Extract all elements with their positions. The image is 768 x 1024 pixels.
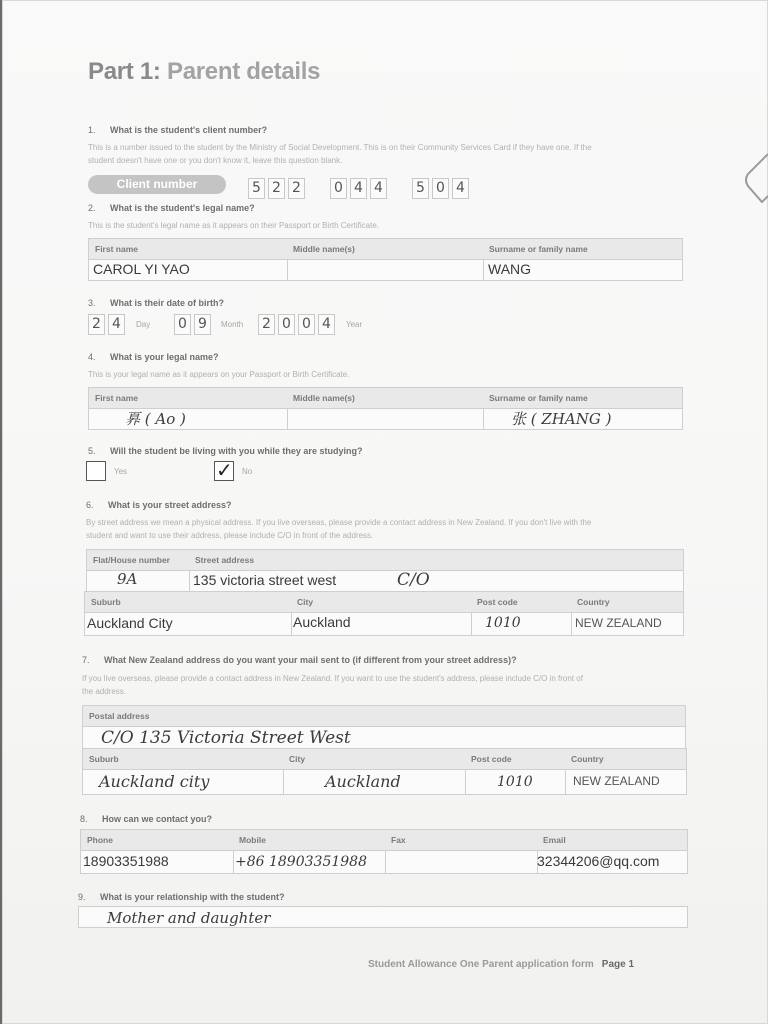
postcode-cell[interactable] <box>471 592 572 635</box>
question-text: How can we contact you? <box>102 814 213 824</box>
q4-hint: This is your legal name as it appears on your Passport or Birth Certificate. <box>88 370 350 379</box>
hint-line: student doesn't have one or you don't know it, leave this question blank. <box>88 156 343 165</box>
postcode-header: Post code <box>471 592 571 613</box>
year-digit[interactable]: 0 <box>278 314 295 335</box>
postal-locality-row <box>82 748 687 795</box>
yes-checkbox[interactable] <box>86 461 106 481</box>
q7-hint <box>82 672 687 698</box>
month-digit[interactable]: 9 <box>194 314 211 335</box>
client-number-label: Client number <box>88 175 226 194</box>
hint-line: By street address we mean a physical address. If you live overseas, please provide a contact address in New Zealand. If you don't live with the <box>86 518 592 527</box>
client-digit[interactable]: 4 <box>350 178 367 199</box>
title-section: Parent details <box>166 58 321 85</box>
client-digit[interactable]: 0 <box>330 178 347 199</box>
middle-name-cell[interactable] <box>287 239 484 280</box>
surname-cell[interactable] <box>483 388 682 429</box>
country-header: Country <box>571 592 683 613</box>
question-text: What is the student's legal name? <box>110 203 255 213</box>
city-header: City <box>283 749 465 770</box>
client-digit[interactable]: 4 <box>370 178 387 199</box>
suburb-value[interactable]: Auckland city <box>99 772 210 791</box>
hint-line: student and want to use their address, please include C/O in front of the address. <box>86 531 374 540</box>
surname-header: Surname or family name <box>483 239 682 260</box>
flat-number-value[interactable]: 9A <box>117 570 138 588</box>
client-digit[interactable]: 0 <box>432 178 449 199</box>
postcode-cell[interactable] <box>465 749 566 794</box>
question-text: What is the student's client number? <box>110 125 268 135</box>
check-mark-icon: ✓ <box>216 458 233 482</box>
q1-hint <box>88 141 688 167</box>
street-address-cell[interactable] <box>189 550 683 592</box>
postal-address-header: Postal address <box>83 706 685 727</box>
page-number: Page 1 <box>601 959 635 970</box>
client-digit[interactable]: 4 <box>452 178 469 199</box>
mobile-header: Mobile <box>233 830 385 851</box>
surname-header: Surname or family name <box>483 388 682 409</box>
street-locality-row <box>84 591 684 636</box>
question-9 <box>78 892 285 902</box>
country-value[interactable]: NEW ZEALAND <box>573 774 660 788</box>
email-value[interactable]: 32344206@qq.com <box>537 853 660 869</box>
surname-cell[interactable] <box>483 239 682 280</box>
city-cell[interactable] <box>283 749 466 794</box>
suburb-value[interactable]: Auckland City <box>87 615 173 631</box>
question-text: What is your legal name? <box>110 352 219 362</box>
city-header: City <box>291 592 471 613</box>
question-number: 7. <box>82 655 90 665</box>
first-name-cell[interactable] <box>89 388 288 429</box>
postal-address-value[interactable]: C/O 135 Victoria Street West <box>101 728 351 748</box>
year-label: Year <box>346 320 363 329</box>
year-digit[interactable]: 0 <box>298 314 315 335</box>
day-digit[interactable]: 2 <box>88 314 105 335</box>
email-cell[interactable] <box>537 830 687 873</box>
first-name-value[interactable]: 奡 ( Ao ) <box>125 410 186 428</box>
street-address-header: Street address <box>189 550 683 571</box>
first-name-header: First name <box>89 388 287 409</box>
middle-name-cell[interactable] <box>287 388 484 429</box>
contact-table <box>80 829 688 874</box>
question-6 <box>86 500 232 510</box>
postal-address-row[interactable] <box>82 705 686 749</box>
fax-header: Fax <box>385 830 537 851</box>
page-title <box>88 58 320 86</box>
client-digit[interactable]: 5 <box>412 178 429 199</box>
hint-line: If you live overseas, please provide a contact address in New Zealand. If you want to use the student's address, please include C/O in front of <box>82 674 583 683</box>
question-text: What is your relationship with the student? <box>100 892 285 902</box>
first-name-cell[interactable] <box>89 239 288 280</box>
question-7 <box>82 655 517 665</box>
relationship-value[interactable]: Mother and daughter <box>107 909 271 927</box>
q2-hint: This is the student's legal name as it appears on their Passport or Birth Certificate. <box>88 221 379 230</box>
form-name: Student Allowance One Parent application form <box>368 959 594 970</box>
question-3 <box>88 298 224 308</box>
suburb-cell[interactable] <box>85 592 292 635</box>
form-page <box>2 0 768 1024</box>
hint-line: the address. <box>82 687 127 696</box>
client-digit[interactable]: 2 <box>268 178 285 199</box>
phone-header: Phone <box>81 830 233 851</box>
postcode-header: Post code <box>465 749 565 770</box>
street-address-row <box>86 549 684 593</box>
q6-hint <box>86 516 686 542</box>
no-checkbox[interactable] <box>214 458 234 482</box>
fax-cell[interactable] <box>385 830 538 873</box>
suburb-header: Suburb <box>83 749 283 770</box>
phone-cell[interactable] <box>81 830 234 873</box>
question-5 <box>88 446 362 456</box>
question-number: 3. <box>88 298 96 308</box>
question-text: Will the student be living with you while they are studying? <box>110 446 363 456</box>
country-header: Country <box>565 749 686 770</box>
year-digit[interactable]: 4 <box>318 314 335 335</box>
question-number: 1. <box>88 125 96 135</box>
hint-line: This is a number issued to the student by the Ministry of Social Development. This is on their Community Services Card if they have one. If the <box>88 143 592 152</box>
city-value[interactable]: Auckland <box>325 772 401 791</box>
postcode-value[interactable]: 1010 <box>497 774 533 790</box>
question-4 <box>88 352 219 362</box>
surname-value[interactable]: WANG <box>488 261 532 277</box>
page-footer <box>368 959 634 970</box>
care-of-handwritten: C/O <box>397 570 430 590</box>
student-name-table <box>88 238 683 281</box>
flat-number-cell[interactable] <box>87 550 190 592</box>
question-number: 2. <box>88 203 96 213</box>
middle-name-header: Middle name(s) <box>287 388 483 409</box>
question-number: 8. <box>80 814 88 824</box>
city-value[interactable]: Auckland <box>293 614 351 630</box>
question-1 <box>88 125 267 135</box>
title-part: Part 1: <box>88 58 161 85</box>
client-digit[interactable]: 5 <box>248 178 265 199</box>
suburb-cell[interactable] <box>83 749 284 794</box>
month-label: Month <box>221 320 244 329</box>
street-address-value[interactable]: 135 victoria street west <box>193 572 337 588</box>
day-label: Day <box>136 320 151 329</box>
question-8 <box>80 814 212 824</box>
suburb-header: Suburb <box>85 592 291 613</box>
country-cell[interactable] <box>565 749 686 794</box>
first-name-header: First name <box>89 239 287 260</box>
first-name-value[interactable]: CAROL YI YAO <box>93 261 190 277</box>
middle-name-header: Middle name(s) <box>287 239 483 260</box>
yes-label: Yes <box>114 467 128 476</box>
question-number: 6. <box>86 500 94 510</box>
question-text: What New Zealand address do you want your mail sent to (if different from your street address)? <box>104 655 517 665</box>
flat-number-header: Flat/House number <box>87 550 189 571</box>
day-digit[interactable]: 4 <box>108 314 125 335</box>
phone-value[interactable]: 18903351988 <box>83 853 169 869</box>
year-digit[interactable]: 2 <box>258 314 275 335</box>
surname-value[interactable]: 张 ( ZHANG ) <box>511 410 612 428</box>
no-label: No <box>242 467 253 476</box>
question-text: What is their date of birth? <box>110 298 224 308</box>
mobile-cell[interactable] <box>233 830 386 873</box>
question-text: What is your street address? <box>108 500 232 510</box>
question-2 <box>88 203 255 213</box>
month-digit[interactable]: 0 <box>174 314 191 335</box>
paper-clip-icon <box>742 150 768 210</box>
country-cell[interactable] <box>571 592 683 635</box>
question-number: 4. <box>88 352 96 362</box>
question-number: 9. <box>78 892 86 902</box>
client-digit[interactable]: 2 <box>288 178 305 199</box>
postcode-value[interactable]: 1010 <box>485 615 521 631</box>
mobile-value[interactable]: +86 18903351988 <box>235 854 367 870</box>
question-number: 5. <box>88 446 96 456</box>
city-cell[interactable] <box>291 592 472 635</box>
parent-name-table <box>88 387 683 430</box>
country-value[interactable]: NEW ZEALAND <box>575 616 662 630</box>
email-header: Email <box>537 830 687 851</box>
relationship-field[interactable] <box>78 906 688 928</box>
